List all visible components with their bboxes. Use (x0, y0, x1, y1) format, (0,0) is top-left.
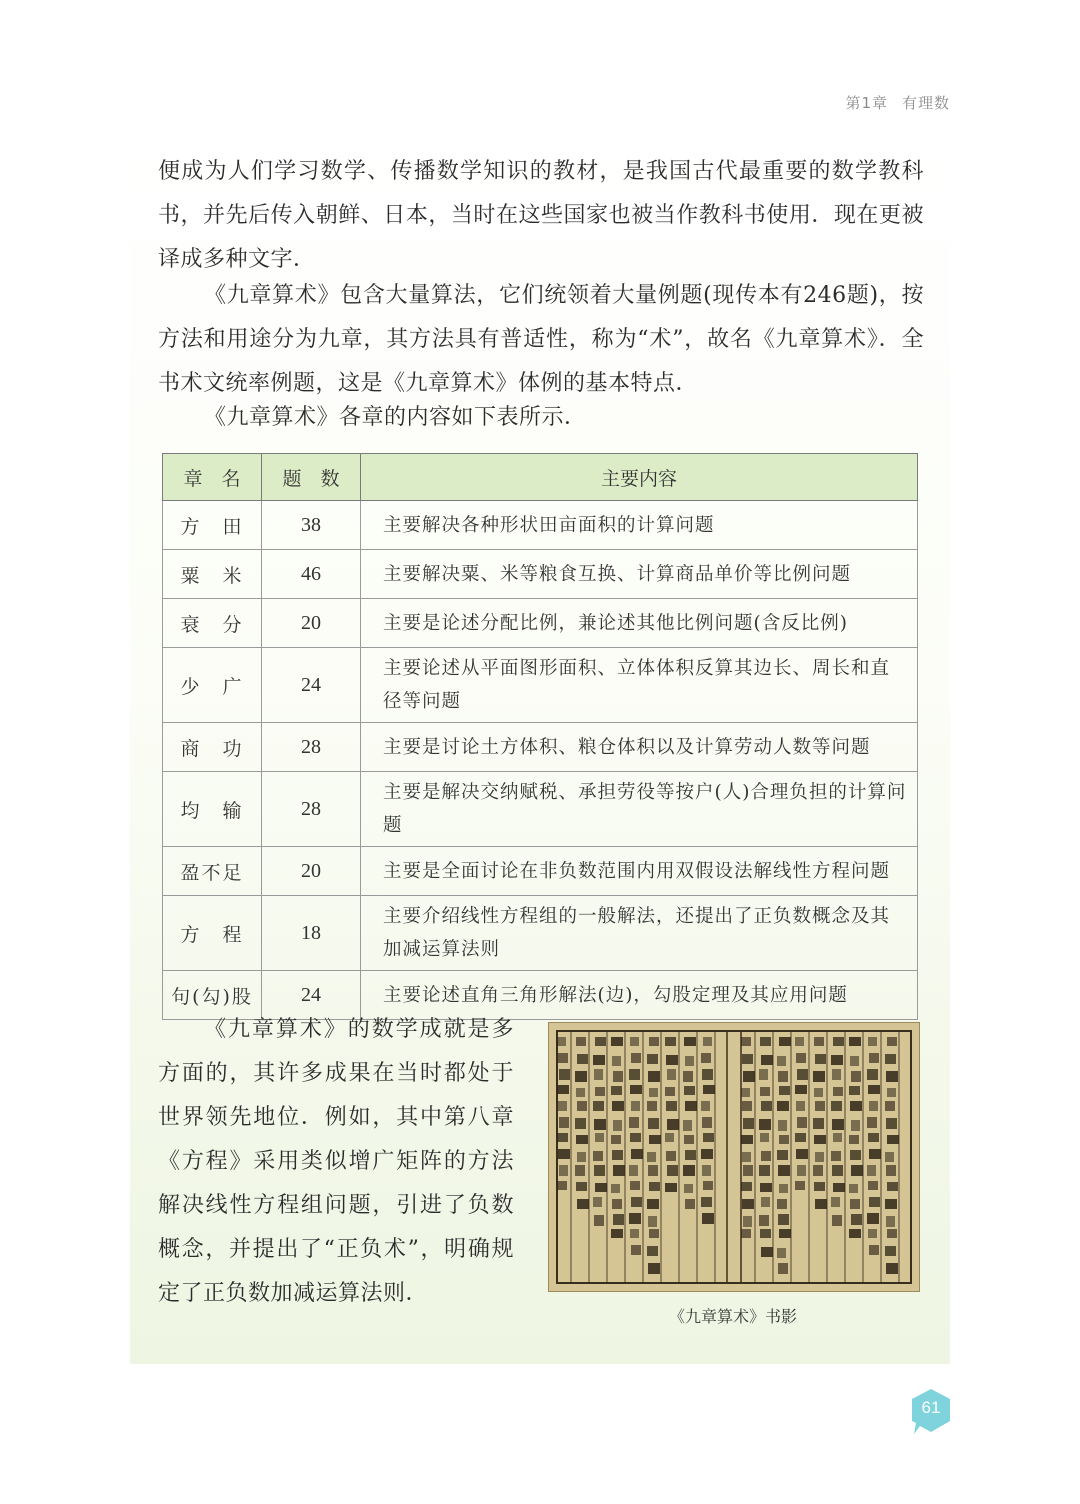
paragraph-1: 便成为人们学习数学、传播数学知识的教材，是我国古代最重要的数学教科书，并先后传入朝鲜、日本，当时在这些国家也被当作教科书使用．现在更被译成多种文字． (158, 159, 924, 272)
chapter-content: 主要解决各种形状田亩面积的计算问题 (361, 501, 918, 550)
table-row (163, 723, 918, 772)
running-head-chapter: 第1章 (845, 94, 888, 112)
chapter-content: 主要论述直角三角形解法(边)，勾股定理及其应用问题 (361, 971, 918, 1020)
chapter-name: 句(勾)股 (163, 971, 262, 1020)
paragraph-2: 《九章算术》包含大量算法，它们统领着大量例题(现传本有246题)，按方法和用途分为九章，其方法具有普适性，称为“术”，故名《九章算术》．全书术文统率例题，这是《九章算术》体例的基本特点． (158, 283, 924, 396)
chapter-name: 方 田 (163, 501, 262, 550)
chapter-name: 盈不足 (163, 847, 262, 896)
page-number: 61 (921, 1398, 941, 1417)
figure-caption: 《九章算术》书影 (668, 1307, 797, 1326)
header-main-content: 主要内容 (361, 454, 918, 501)
header-problem-count: 题 数 (262, 454, 361, 501)
problem-count: 28 (262, 723, 361, 772)
table-row (163, 896, 918, 971)
chapter-name: 少 广 (163, 648, 262, 723)
table-header-row (163, 454, 918, 501)
chapter-table (162, 453, 918, 1020)
table-row (163, 501, 918, 550)
problem-count: 24 (262, 648, 361, 723)
ancient-book-photo (548, 1022, 920, 1292)
paragraph-3: 《九章算术》各章的内容如下表所示． (204, 405, 587, 430)
running-head (831, 92, 950, 113)
paragraph-4: 《九章算术》的数学成就是多方面的，其许多成果在当时都处于世界领先地位．例如，其中第八章《方程》采用类似增广矩阵的方法解决线性方程组问题，引进了负数概念，并提出了“正负术”，明确规定了正负数加减运算法则． (158, 1017, 514, 1306)
chapter-content: 主要是讨论土方体积、粮仓体积以及计算劳动人数等问题 (361, 723, 918, 772)
chapter-name: 商 功 (163, 723, 262, 772)
table-row (163, 648, 918, 723)
table-row (163, 847, 918, 896)
chapter-name: 粟 米 (163, 550, 262, 599)
problem-count: 18 (262, 896, 361, 971)
problem-count: 20 (262, 847, 361, 896)
running-head-title: 有理数 (901, 94, 950, 112)
page-number-badge (906, 1386, 956, 1436)
problem-count: 24 (262, 971, 361, 1020)
chapter-content: 主要解决粟、米等粮食互换、计算商品单价等比例问题 (361, 550, 918, 599)
problem-count: 28 (262, 772, 361, 847)
chapter-name: 方 程 (163, 896, 262, 971)
problem-count: 20 (262, 599, 361, 648)
chapter-content: 主要介绍线性方程组的一般解法，还提出了正负数概念及其加减运算法则 (361, 896, 918, 971)
chapter-content: 主要是全面讨论在非负数范围内用双假设法解线性方程问题 (361, 847, 918, 896)
header-chapter-name: 章 名 (163, 454, 262, 501)
problem-count: 46 (262, 550, 361, 599)
table-row (163, 599, 918, 648)
chapter-content: 主要论述从平面图形面积、立体体积反算其边长、周长和直径等问题 (361, 648, 918, 723)
table-row (163, 550, 918, 599)
chapter-name: 均 输 (163, 772, 262, 847)
chapter-name: 衰 分 (163, 599, 262, 648)
ancient-text-columns (549, 1023, 919, 1291)
problem-count: 38 (262, 501, 361, 550)
table-row (163, 772, 918, 847)
chapter-content: 主要是解决交纳赋税、承担劳役等按户(人)合理负担的计算问题 (361, 772, 918, 847)
chapter-content: 主要是论述分配比例，兼论述其他比例问题(含反比例) (361, 599, 918, 648)
